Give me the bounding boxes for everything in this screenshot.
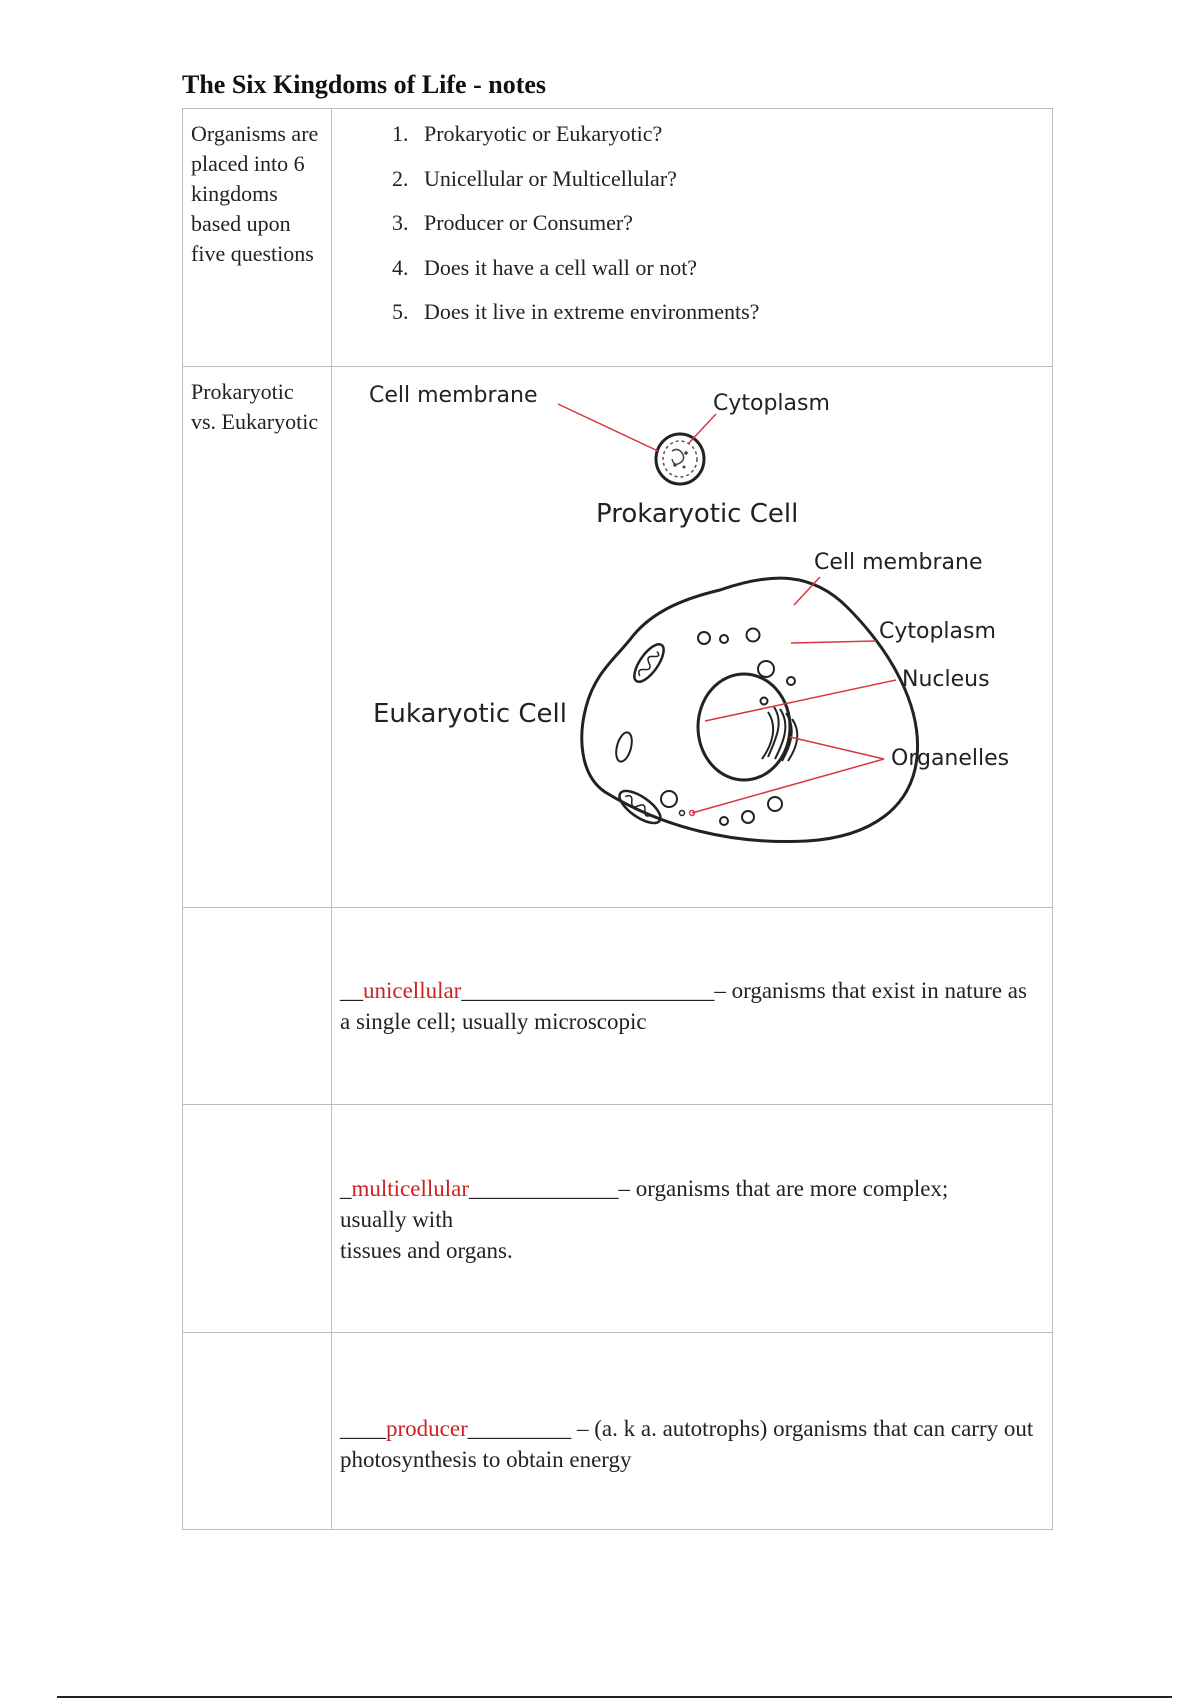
blank-line: ______________________ (461, 978, 715, 1003)
label-line (692, 759, 884, 813)
definition-text (332, 1105, 1052, 1266)
prokaryotic-cell-drawing (656, 434, 704, 484)
notes-table (182, 108, 1053, 1530)
term-unicellular: unicellular (363, 978, 462, 1003)
row-label-cell (183, 109, 332, 367)
eukaryotic-membrane-label: Cell membrane (814, 550, 983, 575)
table-row (183, 908, 1053, 1105)
definition: – organisms that exist in nature as a single cell; usually microscopic (340, 978, 1027, 1034)
definition-cell (332, 1333, 1053, 1530)
question-item: 4. Does it have a cell wall or not? (414, 253, 1052, 298)
row-label-cell (183, 1105, 332, 1333)
prokaryotic-cell-title: Prokaryotic Cell (596, 499, 799, 529)
questions-list (332, 119, 1052, 342)
label-line (790, 737, 884, 759)
definition-text (332, 1333, 1052, 1475)
definition-line: usually with (340, 1207, 454, 1232)
nucleus-label: Nucleus (902, 667, 990, 692)
label-line (688, 414, 716, 444)
blank-line: __ (340, 978, 363, 1003)
table-row (183, 109, 1053, 367)
term-multicellular: multicellular (351, 1176, 470, 1201)
cell-diagram (332, 367, 1054, 907)
blank-line: _ (340, 1176, 352, 1201)
label-line (705, 680, 896, 721)
blank-line: _________ (467, 1416, 572, 1441)
table-row (183, 1105, 1053, 1333)
blank-line: _____________ (469, 1176, 619, 1201)
definition: – (a. k a. autotrophs) organisms that can carry out photosynthesis to obtain energy (340, 1416, 1034, 1472)
question-item: 2. Unicellular or Multicellular? (414, 164, 1052, 209)
definition-cell (332, 1105, 1053, 1333)
prokaryotic-cytoplasm-label: Cytoplasm (713, 391, 830, 416)
questions-cell (332, 109, 1053, 367)
eukaryotic-cytoplasm-label: Cytoplasm (879, 619, 996, 644)
table-row (183, 367, 1053, 908)
diagram-cell (332, 367, 1053, 908)
term-producer: producer (386, 1416, 468, 1441)
table-row (183, 1333, 1053, 1530)
page-bottom-rule (57, 1696, 1172, 1698)
label-line (791, 641, 876, 643)
definition: – organisms that are more complex; (618, 1176, 949, 1201)
prokaryotic-membrane-label: Cell membrane (369, 383, 538, 408)
definition-line: tissues and organs. (340, 1238, 513, 1263)
blank-line: ____ (340, 1416, 386, 1441)
row-label-cell (183, 1333, 332, 1530)
row-label: Organisms are placed into 6 kingdoms based upon five questions (191, 121, 319, 266)
question-item: 3. Producer or Consumer? (414, 208, 1052, 253)
row-label-cell (183, 908, 332, 1105)
row-label-cell (183, 367, 332, 908)
eukaryotic-cell-title: Eukaryotic Cell (373, 699, 567, 729)
question-item: 1. Prokaryotic or Eukaryotic? (414, 119, 1052, 164)
definition-text (332, 908, 1052, 1037)
label-line (558, 404, 658, 451)
eukaryotic-cell-drawing (582, 578, 918, 841)
row-label: Prokaryotic vs. Eukaryotic (191, 379, 319, 434)
organelles-label: Organelles (891, 746, 1010, 771)
question-item: 5. Does it live in extreme environments? (414, 297, 1052, 342)
definition-cell (332, 908, 1053, 1105)
page-title: The Six Kingdoms of Life - notes (182, 70, 547, 99)
